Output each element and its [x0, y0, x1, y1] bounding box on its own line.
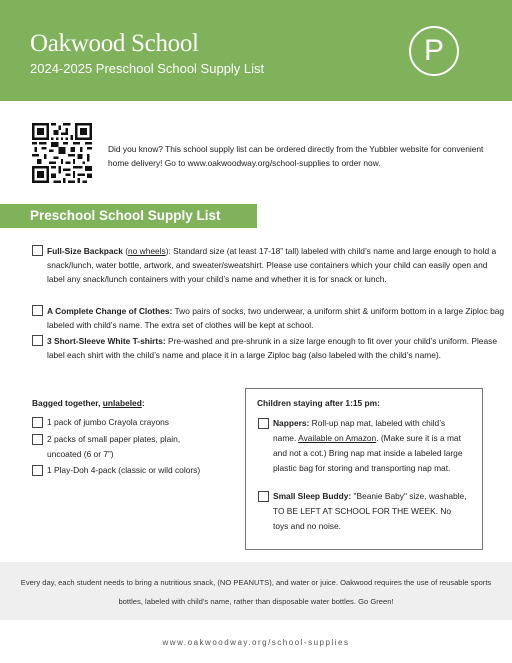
bagged-item-playdoh [32, 463, 222, 478]
item-description: Standard size (at least 17-18” tall) labeled with child’s name and large enough to hold a snack/lunch, water bottle, artwork, and sweater/sweatshirt. Please use containers which your child can easily open and label any snack/lunch containers with your child’s name and whether it is for snack or lunch. [47, 246, 497, 284]
list-item-backpack [32, 244, 507, 286]
bagged-item-label: 2 packs of small paper plates, plain, uncoated (6 or 7”) [47, 434, 181, 459]
checkbox[interactable] [258, 491, 269, 502]
item-title: A Complete Change of Clothes: [47, 306, 173, 316]
item-paren-underlined: no wheels [128, 246, 166, 256]
amazon-link[interactable]: Available on Amazon [298, 433, 377, 443]
item-description: Roll-up nap mat, labeled with child’s name. [273, 418, 446, 443]
after-item-sleep-buddy [258, 489, 468, 534]
bagged-item-label: 1 pack of jumbo Crayola crayons [47, 417, 169, 427]
checkbox[interactable] [32, 417, 43, 428]
bagged-item-crayons [32, 415, 222, 430]
item-paren-open: ( [122, 246, 128, 256]
after-school-box [245, 388, 483, 550]
item-description: Two pairs of socks, two underwear, a uniform shirt & uniform bottom in a large Ziploc bag labeled with child’s name. The extra set of clothes will be kept at school. [47, 306, 505, 330]
preschool-badge-icon: P [409, 26, 459, 76]
after-item-nappers [258, 416, 468, 476]
list-item-change-of-clothes [32, 304, 507, 332]
item-description-end: . (Make sure it is a mat and not a cot.) Bring nap mat inside a labeled large plastic bag for storing and transporting nap mat. [273, 433, 463, 473]
checkbox[interactable] [32, 465, 43, 476]
item-description: "Beanie Baby" size, washable, TO BE LEFT AT SCHOOL FOR THE WEEK. No toys and no noise. [273, 491, 467, 531]
item-title: Nappers: [273, 418, 310, 428]
bagged-item-plates [32, 432, 212, 462]
bagged-item-label: 1 Play-Doh 4-pack (classic or wild colors) [47, 465, 201, 475]
qr-code-icon [32, 123, 92, 183]
checkbox[interactable] [32, 335, 43, 346]
bagged-heading [32, 398, 145, 408]
footer-band [0, 562, 512, 620]
footer-notice: Every day, each student needs to bring a nutritious snack, (NO PEANUTS), and water or juice. Oakwood requires the use of reusable sports bottles, labeled with child’s name, rather than disposable water bottles. Go Green! [20, 578, 492, 606]
bagged-heading-end: : [141, 398, 145, 408]
intro-notice: Did you know? This school supply list can be ordered directly from the Yubbler website for convenient home delivery! Go to www.oakwoodway.org/school-supplies to order now. [108, 144, 484, 168]
checkbox[interactable] [32, 245, 43, 256]
bagged-heading-underlined: unlabeled [102, 398, 142, 408]
item-title: Full-Size Backpack [47, 246, 123, 256]
section-header-bar [0, 204, 257, 228]
item-description: Pre-washed and pre-shrunk in a size large enough to fit over your child’s uniform. Please label each shirt with the child’s name and place it in a large Ziploc bag (also labeled with the child’s name). [47, 336, 497, 360]
checkbox[interactable] [258, 418, 269, 429]
checkbox[interactable] [32, 305, 43, 316]
after-school-heading: Children staying after 1:15 pm: [257, 398, 380, 408]
item-title: 3 Short-Sleeve White T-shirts: [47, 336, 166, 346]
item-paren-close: ): [165, 246, 171, 256]
header-banner [0, 0, 512, 101]
website-url[interactable]: www.oakwoodway.org/school-supplies [162, 638, 350, 647]
list-item-tshirts [32, 334, 507, 362]
page-subtitle: 2024-2025 Preschool School Supply List [30, 61, 265, 76]
school-name: Oakwood School [30, 30, 199, 57]
item-title: Small Sleep Buddy: [273, 491, 352, 501]
bagged-heading-start: Bagged together, [32, 398, 103, 408]
checkbox[interactable] [32, 434, 43, 445]
section-title: Preschool School Supply List [30, 208, 221, 223]
